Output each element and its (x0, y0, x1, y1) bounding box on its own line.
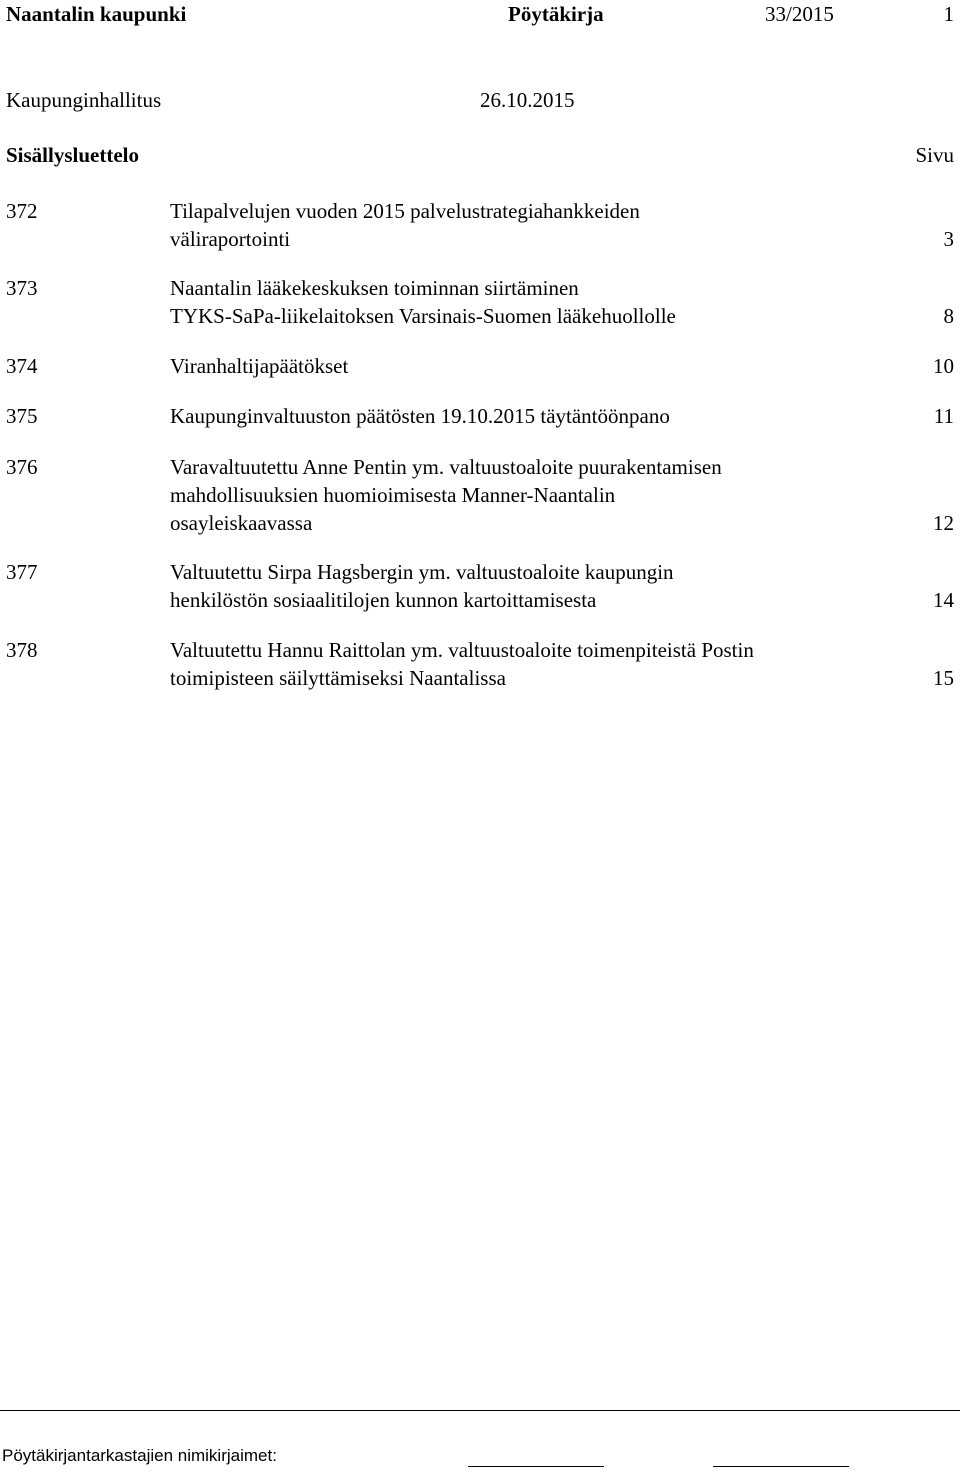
toc-item-title-line: Naantalin lääkekeskuksen toiminnan siirtäminen (170, 276, 579, 300)
signature-line-1[interactable] (468, 1466, 604, 1467)
toc-item-title (170, 197, 870, 253)
toc-item-page: 10 (933, 354, 954, 378)
toc-item-page: 3 (943, 227, 954, 251)
toc-item-title (170, 274, 870, 330)
toc-item-title (170, 636, 870, 692)
organization-name: Naantalin kaupunki (6, 2, 187, 26)
toc-page-column-label: Sivu (915, 143, 954, 167)
toc-item-title-line: henkilöstön sosiaalitilojen kunnon kartoittamisesta (170, 588, 597, 612)
toc-item-title-line: TYKS-SaPa-liikelaitoksen Varsinais-Suomen lääkehuollolle (170, 304, 676, 328)
meeting-body: Kaupunginhallitus (6, 88, 162, 112)
footer-divider (0, 1410, 960, 1411)
toc-item-number: 374 (6, 354, 38, 378)
toc-item-title (170, 453, 870, 537)
toc-item-page: 12 (933, 511, 954, 535)
toc-item-title-line: mahdollisuuksien huomioimisesta Manner-Naantalin (170, 483, 616, 507)
toc-item-title-line: väliraportointi (170, 227, 291, 251)
toc-item-number: 372 (6, 199, 38, 223)
toc-item-title-line: Varavaltuutettu Anne Pentin ym. valtuustoaloite puurakentamisen (170, 455, 722, 479)
toc-item-number: 377 (6, 560, 38, 584)
toc-item-title-line: Valtuutettu Hannu Raittolan ym. valtuustoaloite toimenpiteistä Postin (170, 638, 754, 662)
toc-item-title-line: Kaupunginvaltuuston päätösten 19.10.2015 täytäntöönpano (170, 404, 670, 428)
toc-item-title-line: Valtuutettu Sirpa Hagsbergin ym. valtuustoaloite kaupungin (170, 560, 674, 584)
toc-item-title (170, 352, 870, 380)
toc-item-number: 373 (6, 276, 38, 300)
document-number: 33/2015 (765, 2, 834, 26)
toc-item-page: 14 (933, 588, 954, 612)
toc-item-number: 378 (6, 638, 38, 662)
toc-item-title (170, 558, 870, 614)
toc-item-page: 11 (933, 404, 954, 428)
toc-item-title-line: Tilapalvelujen vuoden 2015 palvelustrategiahankkeiden (170, 199, 640, 223)
meeting-date: 26.10.2015 (480, 88, 575, 112)
document-type: Pöytäkirja (508, 2, 604, 26)
toc-item-title-line: osayleiskaavassa (170, 511, 313, 535)
signature-line-2[interactable] (713, 1466, 849, 1467)
toc-item-title-line: Viranhaltijapäätökset (170, 354, 349, 378)
toc-item-number: 375 (6, 404, 38, 428)
toc-item-title (170, 402, 870, 430)
footer-signature-label: Pöytäkirjantarkastajien nimikirjaimet: (2, 1446, 277, 1465)
toc-item-title-line: toimipisteen säilyttämiseksi Naantalissa (170, 666, 506, 690)
toc-item-number: 376 (6, 455, 38, 479)
page-number: 1 (943, 2, 954, 26)
toc-item-page: 8 (943, 304, 954, 328)
toc-title: Sisällysluettelo (6, 143, 140, 167)
toc-item-page: 15 (933, 666, 954, 690)
